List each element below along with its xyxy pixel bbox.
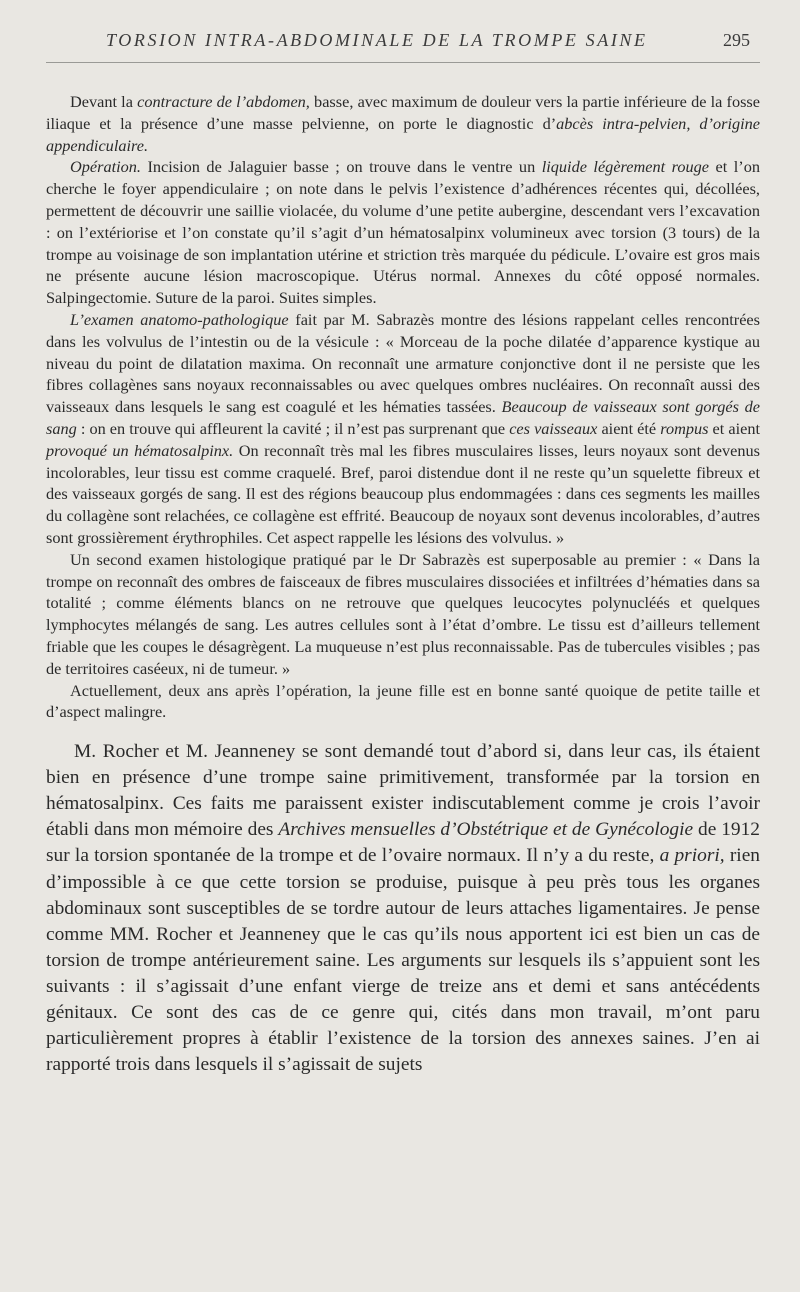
italic-run: liquide légèrement rouge — [541, 157, 710, 177]
italic-run: a priori, — [659, 845, 725, 867]
italic-run: Beaucoup de vaisseaux sont gorgés de sang — [46, 397, 760, 438]
italic-run: provoqué un hématosalpinx. — [46, 440, 234, 460]
paragraph-discussion — [46, 739, 760, 1078]
running-head — [46, 22, 760, 63]
text-run: aient été — [597, 418, 661, 438]
text-run: et l’on cherche le foyer appendiculaire ; on note dans le pelvis l’existence d’adhérences récentes qui, décollées, permettent de découvrir une saillie violacée, du volume d’une petite aubergine, descendant vers l’excavation : on l’extériorise et l’on constate qu’il s’agit d’un hématosalpinx volumineux avec torsion (3 tours) de la trompe au voisinage de son implantation utérine et striction très marquée du pédicule. L’ovaire est gros mais ne présente aucune lésion macroscopique. Utérus normal. Annexes du côté opposé normales. Salpingectomie. Suture de la paroi. Suites simples. — [46, 157, 760, 308]
paragraph-followup: Actuellement, deux ans après l’opération, la jeune fille est en bonne santé quoique de petite taille et d’aspect malingre. — [46, 680, 760, 722]
text-run: fait par M. Sabrazès montre des lésions rappelant celles rencontrées dans les volvulus de l’intestin ou de la vésicule : « Morceau de la poche dilatée d’apparence kystique au niveau du point de dilatation maxima. On reconnaît une armature conjonctive dont il ne persiste que les fibres collagènes sans noyaux reconnaissables ou avec quelques ombres nucléaires. On reconnaît aussi des vaisseaux dans lesquels le sang est coagulé et les hématies tassées. — [46, 309, 760, 417]
text-run: Incision de Jalaguier basse ; on trouve dans le ventre un — [141, 157, 542, 177]
italic-run: abcès intra-pelvien, d’origine appendiculaire. — [46, 113, 761, 155]
paragraph-operation — [46, 156, 760, 309]
italic-run: Archives mensuelles d’Obstétrique et de Gynécologie — [278, 819, 694, 841]
text-run: M. Rocher et M. Jeanneney se sont demandé tout d’abord si, dans leur cas, ils étaient bien en présence d’une trompe saine primitivement, transformée par la torsion en hématosalpinx. Ces faits me paraissent exister indiscutablement comme je crois l’avoir établi dans mon mémoire des — [46, 741, 760, 841]
text-run: de 1912 sur la torsion spontanée de la trompe et de l’ovaire normaux. Il n’y a du reste, — [46, 819, 761, 867]
paragraph-second-exam: Un second examen histologique pratiqué par le Dr Sabrazès est superposable au premier : « Dans la trompe on reconnaît des ombres de faisceaux de fibres musculaires dissociées et infiltrées d’hématies dans sa totalité ; comme éléments blancs on ne retrouve que quelques leucocytes polynucléés et quelques lymphocytes mélangés de sang. Les autres cellules sont à l’état d’ombre. Le tissu est d’ailleurs tellement friable que les coupes le désagrègent. La muqueuse n’est plus reconnaissable. Pas de tubercules visibles ; pas de territoires caséeux, ni de tumeur. » — [46, 549, 760, 678]
text-run: et aient — [708, 418, 761, 438]
text-run: Devant la — [70, 92, 138, 111]
italic-run: L’examen anatomo-pathologique — [70, 309, 289, 329]
discussion — [46, 739, 760, 1078]
page-number: 295 — [723, 30, 750, 50]
italic-run: Opération. — [70, 157, 141, 177]
italic-run: ces vaisseaux — [509, 418, 598, 438]
paragraph-diagnosis — [46, 91, 760, 156]
text-run: On reconnaît très mal les fibres musculaires lisses, leurs noyaux sont devenus incolorables, leur tissu est comme craquelé. Bref, paroi distendue dont il ne reste qu’un squelette fibreux et des vaisseaux gorgés de sang. Il est des régions beaucoup plus endommagées : dans ces segments les mailles du collagène sont relachées, ce collagène est effrité. Beaucoup de noyaux sont devenus incolorables, d’autres sont grossièrement érythrophiles. Cet aspect rappelle les lésions des volvulus. » — [46, 440, 761, 547]
text-run: rien d’impossible à ce que cette torsion se produise, puisque à peu près tous les organes abdominaux sont susceptibles de se tordre autour de leurs attaches ligamentaires. Je pense comme MM. Rocher et Jeanneney que le cas qu’ils nous apportent ici est bien un cas de torsion de trompe antérieurement saine. Les arguments sur lesquels ils s’appuient sont les suivants : il s’agissait d’une enfant vierge de treize ans et demi et sans antécédents génitaux. Ce sont des cas de ce genre qui, cités dans mon travail, m’ont paru particulièrement propres à établir l’existence de la torsion des annexes saines. J’en ai rapporté trois dans lesquels il s’agissait de sujets — [46, 845, 760, 1076]
running-title: TORSION INTRA-ABDOMINALE DE LA TROMPE SAINE — [106, 30, 648, 50]
text-run: basse, avec maximum de douleur vers la partie inférieure de la fosse iliaque et la présence d’une masse pelvienne, on porte le diagnostic d’ — [46, 92, 760, 133]
case-report — [46, 91, 760, 723]
text-run: : on en trouve qui affleurent la cavité ; il n’est pas surprenant que — [76, 418, 510, 438]
italic-run: contracture de l’abdomen, — [137, 92, 310, 111]
italic-run: rompus — [660, 418, 709, 438]
paragraph-pathology — [46, 309, 760, 549]
